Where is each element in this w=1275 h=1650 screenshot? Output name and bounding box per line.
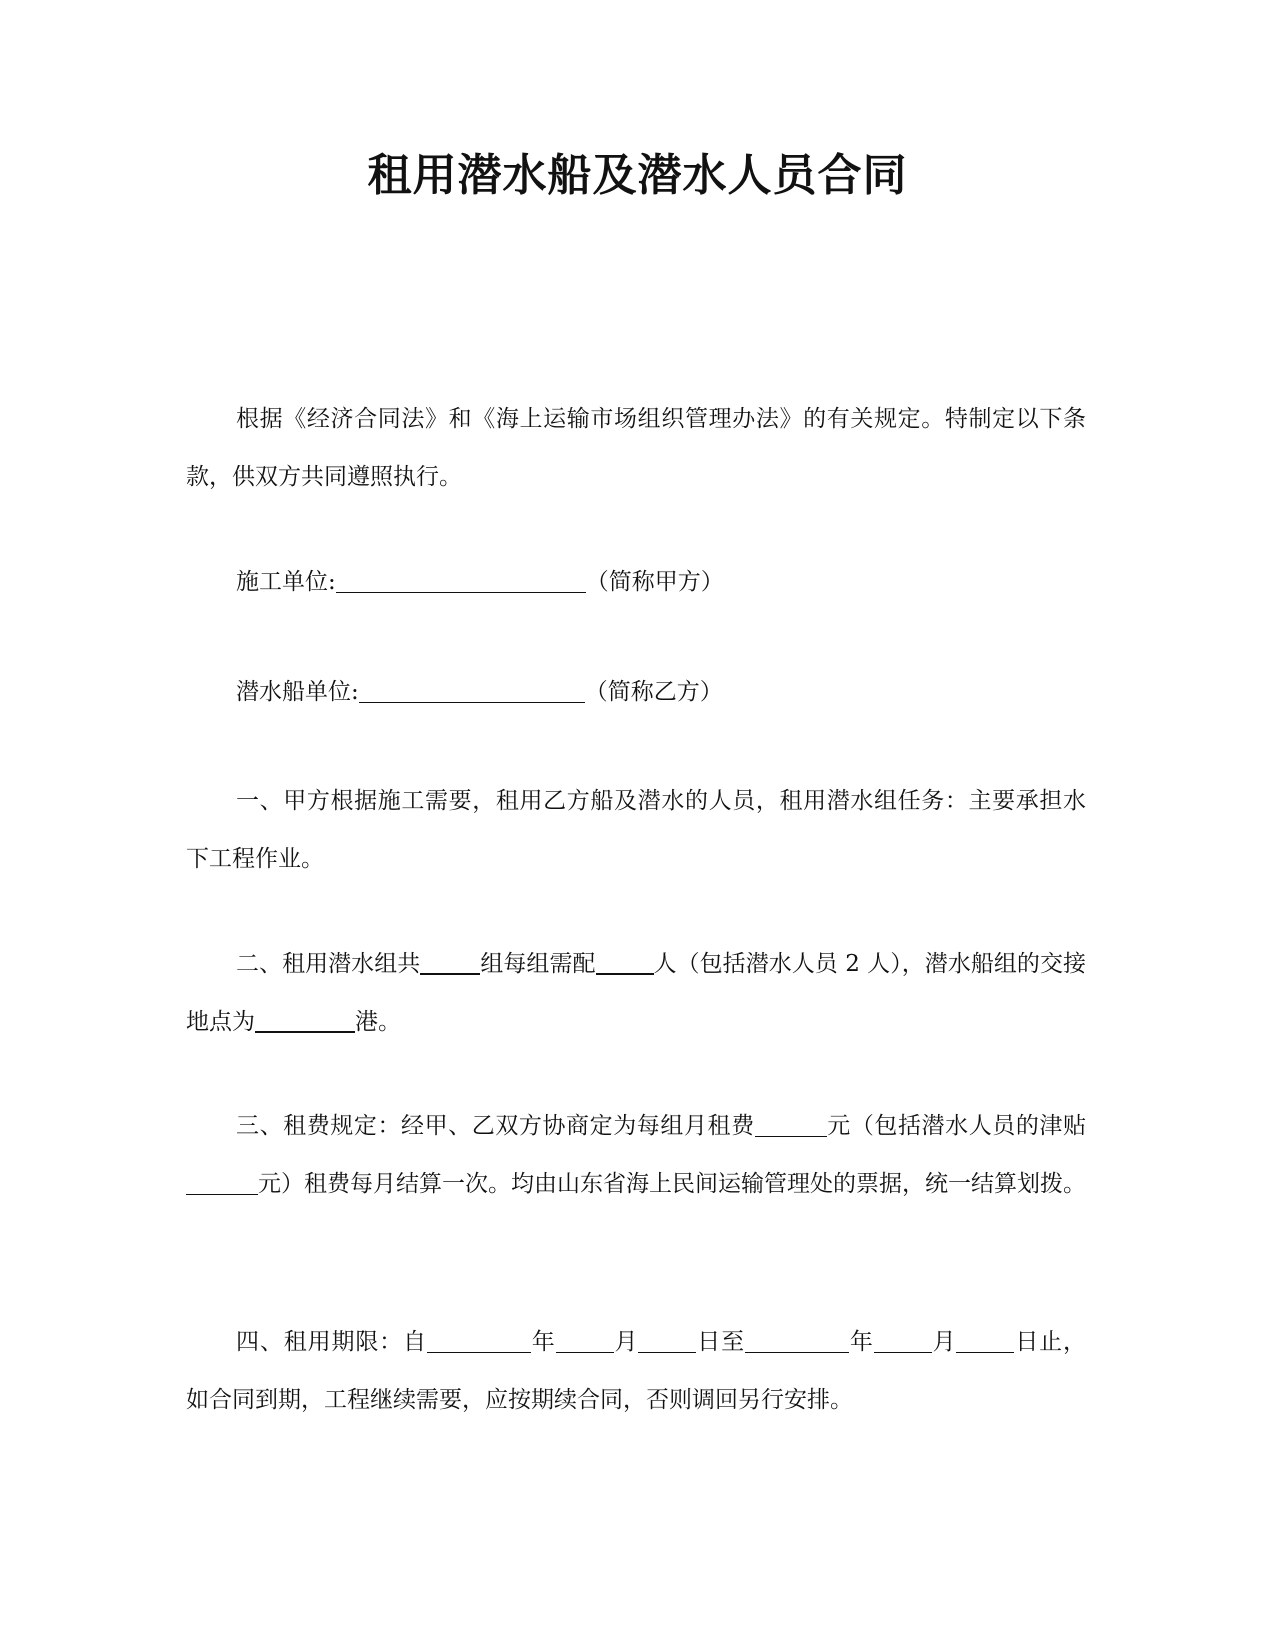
end-day-blank[interactable]	[956, 1326, 1014, 1353]
page-title: 租用潜水船及潜水人员合同	[367, 150, 908, 201]
clause-1-paragraph	[186, 772, 1086, 888]
clause-3-paragraph	[186, 1097, 1086, 1213]
clause-4-paragraph	[186, 1313, 1086, 1429]
start-year-blank[interactable]	[427, 1326, 531, 1353]
monthly-rent-blank[interactable]	[755, 1110, 827, 1137]
clause-4-text-2: 年	[530, 1329, 556, 1355]
clause-4-text-3: 月	[613, 1329, 639, 1355]
clause-1-text: 一、甲方根据施工需要，租用乙方船及潜水的人员，租用潜水组任务：主要承担水下工程作业。	[186, 788, 1086, 872]
persons-per-group-blank[interactable]	[596, 947, 654, 975]
party-b-label: 潜水船单位:	[236, 679, 359, 705]
clause-4-text-4: 日至	[696, 1329, 745, 1355]
end-month-blank[interactable]	[874, 1326, 932, 1353]
party-a-blank[interactable]	[336, 566, 586, 593]
start-day-blank[interactable]	[638, 1326, 696, 1353]
preamble-text: 根据《经济合同法》和《海上运输市场组织管理办法》的有关规定。特制定以下条款，供双方共同遵照执行。	[186, 406, 1086, 490]
party-a-suffix: （简称甲方）	[585, 569, 724, 595]
clause-4-text-7: 日止，如合同到期，工程继续需要，应按期续合同，否则调回另行安排。	[186, 1329, 1087, 1413]
clause-3-text-3: 元）租费每月结算一次。均由山东省海上民间运输管理处的票据，统一结算划拨。	[258, 1171, 1086, 1197]
clause-2-paragraph	[186, 935, 1086, 1051]
party-b-line	[186, 663, 1086, 721]
party-a-line	[186, 553, 1086, 611]
start-month-blank[interactable]	[556, 1326, 614, 1353]
clause-3-text-1: 三、租费规定：经甲、乙双方协商定为每组月租费	[236, 1113, 755, 1139]
allowance-blank[interactable]	[186, 1168, 258, 1195]
clause-4-text-6: 月	[931, 1329, 957, 1355]
clause-3-text-2: 元（包括潜水人员的津贴	[826, 1113, 1087, 1139]
end-year-blank[interactable]	[745, 1326, 849, 1353]
clause-4-text-5: 年	[848, 1329, 874, 1355]
preamble-paragraph	[186, 390, 1086, 506]
clause-4-text-1: 四、租用期限：自	[236, 1329, 427, 1355]
clause-2-text-2: 组每组需配	[480, 951, 596, 977]
clause-2-text-4: 港。	[355, 1009, 401, 1035]
handover-port-blank[interactable]	[255, 1005, 355, 1033]
party-a-label: 施工单位:	[236, 569, 336, 595]
party-b-blank[interactable]	[359, 676, 585, 703]
clause-2-text-1: 二、租用潜水组共	[236, 951, 421, 977]
party-b-suffix: （简称乙方）	[584, 679, 723, 705]
group-count-blank[interactable]	[420, 947, 480, 975]
clause-2-text-3: 人（包括潜水人员 2 人），潜水船组的交接地点为	[186, 951, 1086, 1035]
